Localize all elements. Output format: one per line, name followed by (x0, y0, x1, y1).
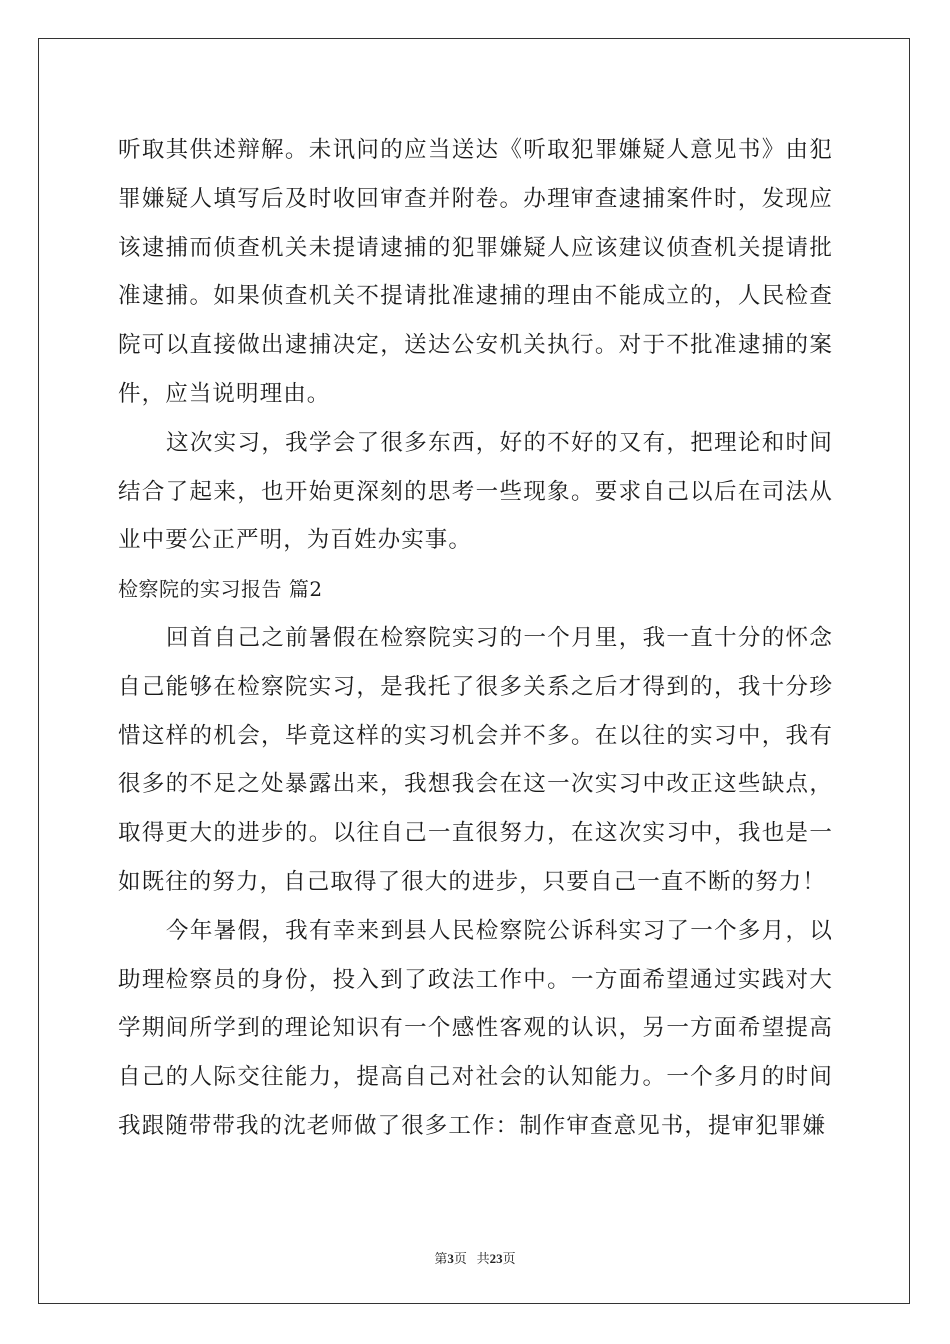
paragraph-1: 听取其供述辩解。未讯问的应当送达《听取犯罪嫌疑人意见书》由犯罪嫌疑人填写后及时收回审查并附卷。办理审查逮捕案件时，发现应该逮捕而侦查机关未提请逮捕的犯罪嫌疑人应该建议侦查机关提请批准逮捕。如果侦查机关不提请批准逮捕的理由不能成立的，人民检查院可以直接做出逮捕决定，送达公安机关执行。对于不批准逮捕的案件，应当说明理由。 (118, 137, 833, 407)
footer-total-prefix: 共 (476, 1251, 490, 1266)
footer-prefix: 第 (434, 1251, 448, 1266)
section-paragraph-1: 回首自己之前暑假在检察院实习的一个月里，我一直十分的怀念自己能够在检察院实习，是我托了很多关系之后才得到的，我十分珍惜这样的机会，毕竟这样的实习机会并不多。在以往的实习中，我有很多的不足之处暴露出来，我想我会在这一次实习中改正这些缺点，取得更大的进步的。以往自己一直很努力，在这次实习中，我也是一如既往的努力，自己取得了很大的进步，只要自己一直不断的努力！ (118, 624, 833, 895)
section-heading: 检察院的实习报告 篇2 (118, 577, 323, 602)
document-body (118, 126, 833, 1151)
page-footer (0, 1248, 950, 1267)
footer-page-number: 3 (447, 1251, 454, 1266)
footer-total-suffix: 页 (502, 1251, 516, 1266)
paragraph-2: 这次实习，我学会了很多东西，好的不好的又有，把理论和时间结合了起来，也开始更深刻的思考一些现象。要求自己以后在司法从业中要公正严明，为百姓办实事。 (118, 429, 833, 554)
footer-page-suffix: 页 (453, 1251, 467, 1266)
section-paragraph-2: 今年暑假，我有幸来到县人民检察院公诉科实习了一个多月，以助理检察员的身份，投入到了政法工作中。一方面希望通过实践对大学期间所学到的理论知识有一个感性客观的认识，另一方面希望提高自己的人际交往能力，提高自己对社会的认知能力。一个多月的时间我跟随带带我的沈老师做了很多工作：制作审查意见书，提审犯罪嫌 (118, 917, 833, 1139)
footer-total-pages: 23 (489, 1251, 503, 1266)
